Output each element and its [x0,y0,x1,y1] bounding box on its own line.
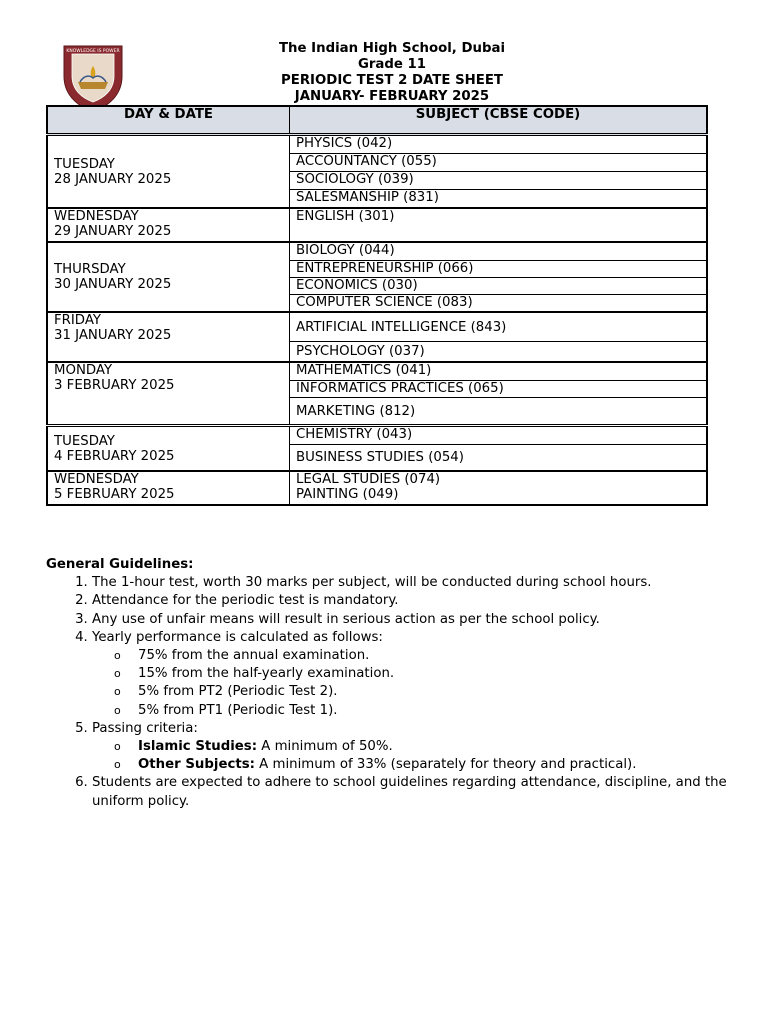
guideline-text: Passing criteria: [92,720,198,736]
sub-item: o 75% from the annual examination. [138,647,736,665]
subject-cell: SOCIOLOGY (039) [290,172,708,190]
table-header-row [47,106,707,135]
sub-item [138,738,736,756]
day-name: FRIDAY [54,313,101,328]
day-name: THURSDAY [54,262,126,277]
day-date-cell [47,312,290,362]
subject-cell: PSYCHOLOGY (037) [290,342,708,363]
date-sheet-table [46,105,708,506]
test-period: JANUARY- FEBRUARY 2025 [294,89,490,104]
guideline-item [92,774,736,810]
guidelines-list [46,574,736,811]
document-header [0,41,768,105]
guideline-item [92,592,736,610]
day-name: WEDNESDAY [54,209,139,224]
subject-cell: INFORMATICS PRACTICES (065) [290,381,708,398]
yearly-performance-list [92,647,736,720]
subject-cell: ACCOUNTANCY (055) [290,154,708,172]
criteria-text: A minimum of 33% (separately for theory and practical). [254,757,637,773]
day-date-cell [47,208,290,242]
general-guidelines [46,556,736,811]
passing-criteria-list [92,738,736,774]
subject-cell: ECONOMICS (030) [290,278,708,295]
guideline-item [92,629,736,720]
subject-cell: MARKETING (812) [290,398,708,426]
table-row [47,362,707,381]
guideline-item [92,611,736,629]
subject-cell: CHEMISTRY (043) [290,426,708,445]
exam-date: 4 FEBRUARY 2025 [54,448,175,464]
sub-item: o 5% from PT2 (Periodic Test 2). [138,683,736,701]
exam-date: 30 JANUARY 2025 [54,277,172,292]
test-title: PERIODIC TEST 2 DATE SHEET [280,73,504,88]
subject-cell [290,471,708,505]
sub-item [138,756,736,774]
guideline-item [92,574,736,592]
day-date-cell [47,135,290,209]
school-name: The Indian High School, Dubai [278,41,506,56]
table-row [47,426,707,445]
subject-cell: BIOLOGY (044) [290,242,708,261]
day-name: TUESDAY [54,156,115,172]
day-date-cell [47,242,290,312]
svg-text:KNOWLEDGE IS POWER: KNOWLEDGE IS POWER [66,49,120,54]
day-name: WEDNESDAY [54,472,139,487]
day-date-cell [47,426,290,472]
table-row [47,312,707,342]
guideline-text: The 1-hour test, worth 30 marks per subject, will be conducted during school hours. [92,575,652,591]
exam-date: 3 FEBRUARY 2025 [54,378,175,393]
sub-item: o 15% from the half-yearly examination. [138,665,736,683]
exam-date: 5 FEBRUARY 2025 [54,487,175,502]
subject-cell: ENGLISH (301) [290,208,708,242]
subject-line: PAINTING (049) [296,487,399,502]
column-header-day-date: DAY & DATE [47,106,290,135]
exam-date: 28 JANUARY 2025 [54,171,172,187]
sub-item: o 5% from PT1 (Periodic Test 1). [138,702,736,720]
guideline-text: Attendance for the periodic test is mandatory. [92,593,399,609]
guideline-text: Students are expected to adhere to school guidelines regarding attendance, discipline, and the uniform policy. [92,775,727,809]
subject-cell: ENTREPRENEURSHIP (066) [290,261,708,278]
day-name: TUESDAY [54,433,115,449]
day-name: MONDAY [54,363,113,378]
criteria-text: A minimum of 50%. [257,739,393,755]
exam-date: 29 JANUARY 2025 [54,224,172,239]
subject-cell: SALESMANSHIP (831) [290,190,708,209]
subject-line: LEGAL STUDIES (074) [296,472,441,487]
guideline-item [92,720,736,775]
guideline-text: Yearly performance is calculated as follows: [92,629,383,645]
subject-cell: MATHEMATICS (041) [290,362,708,381]
guideline-text: Any use of unfair means will result in serious action as per the school policy. [92,611,600,627]
table-row [47,471,707,505]
column-header-subject: SUBJECT (CBSE CODE) [290,106,708,135]
subject-cell: COMPUTER SCIENCE (083) [290,295,708,313]
criteria-label: Islamic Studies: [138,739,258,755]
grade-title: Grade 11 [357,57,427,72]
criteria-label: Other Subjects: [138,757,255,773]
subject-cell: BUSINESS STUDIES (054) [290,445,708,472]
guidelines-title: General Guidelines: [46,557,194,572]
subject-cell: ARTIFICIAL INTELLIGENCE (843) [290,312,708,342]
exam-date: 31 JANUARY 2025 [54,328,172,343]
table-row [47,135,707,154]
table-row [47,208,707,242]
day-date-cell [47,471,290,505]
subject-cell: PHYSICS (042) [290,135,708,154]
table-row [47,242,707,261]
day-date-cell [47,362,290,426]
